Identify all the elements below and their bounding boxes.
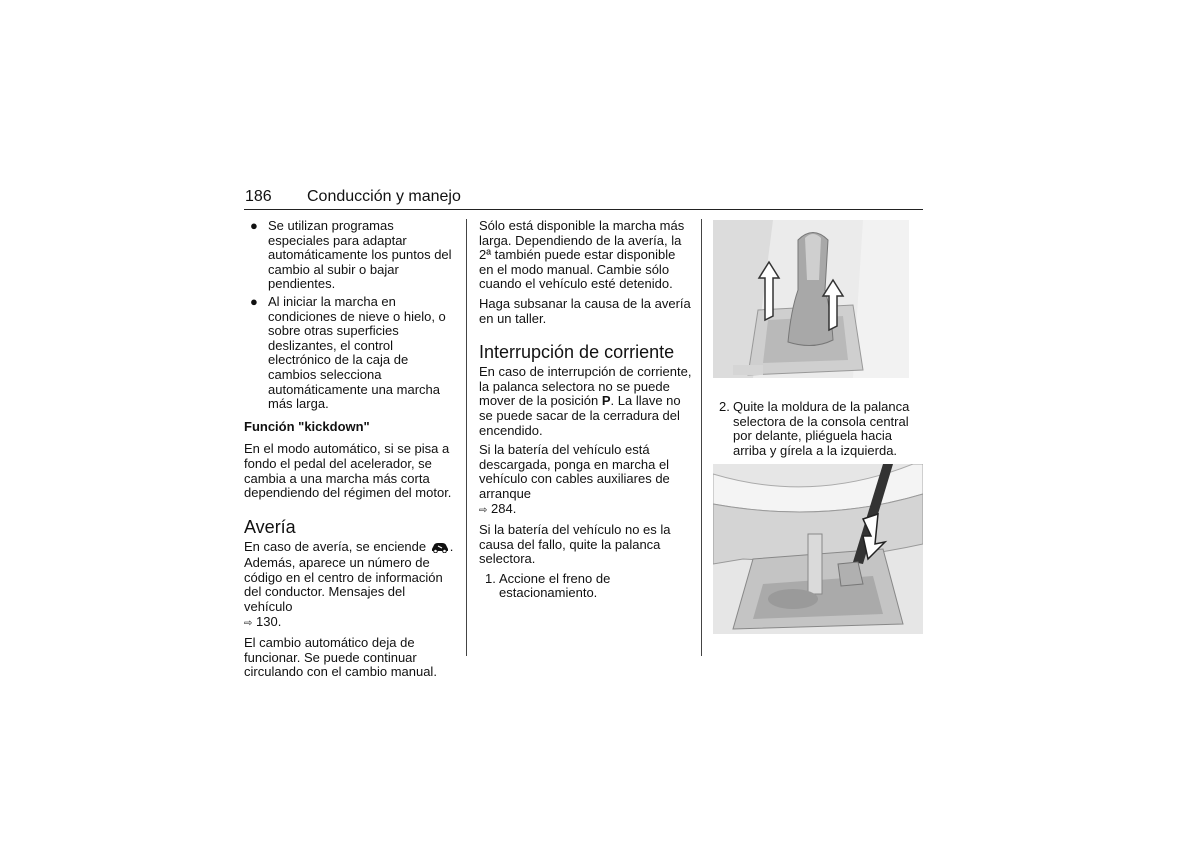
steps-list [479, 572, 693, 601]
interrupcion-heading: Interrupción de corriente [479, 342, 675, 363]
list-item: 1. Accione el freno de estacionamiento. [485, 570, 611, 601]
page-number: 186 [245, 188, 272, 205]
reference-arrow-icon: ⇨ [244, 617, 253, 629]
paragraph: Si la batería del vehículo no es la causa del fallo, quite la palanca selectora. [479, 522, 671, 567]
column-3 [713, 219, 923, 634]
averia-heading: Avería [244, 516, 296, 537]
list-item: ● Al iniciar la marcha en condiciones de nieve o hielo, o sobre otras superficies deslizantes, el control electrónico de la caja de cambios selecciona automáticamente una marcha más larga. [250, 293, 446, 412]
paragraph: Sólo está disponible la marcha más larga. Dependiendo de la avería, la 2ª también puede estar disponible en el modo manual. Cambie sólo cuando el vehículo esté detenido. [479, 218, 685, 292]
column-divider [466, 219, 467, 656]
page-header [244, 188, 923, 210]
page-reference[interactable]: 130. [256, 613, 282, 629]
car-wrench-icon [430, 541, 450, 557]
kickdown-heading: Función "kickdown" [244, 418, 370, 434]
steps-list [713, 400, 923, 458]
bullet-icon: ● [250, 218, 258, 233]
gear-lever-illustration [713, 220, 909, 378]
kickdown-text: En el modo automático, si se pisa a fondo el pedal del acelerador, se cambia a una marcha más corta dependiendo del régimen del motor. [244, 441, 452, 501]
console-trim-illustration [713, 464, 923, 634]
column-1 [244, 219, 457, 685]
gear-position-p: P [601, 393, 611, 409]
column-2 [479, 219, 693, 601]
page-reference[interactable]: 284. [491, 500, 517, 516]
averia-paragraph: En caso de avería, se enciende . Además, aparece un número de código en el centro de información del conductor. Mensajes del vehículo ⇨ 130. [244, 538, 454, 629]
bullet-icon: ● [250, 293, 258, 309]
averia-paragraph-2: El cambio automático deja de funcionar. Se puede continuar circulando con el cambio manual. [244, 635, 437, 680]
paragraph: Si la batería del vehículo está descargada, ponga en marcha el vehículo con cables auxiliares de arranque ⇨ 284. [479, 442, 670, 516]
paragraph: Haga subsanar la causa de la avería en un taller. [479, 295, 691, 326]
bullet-list [244, 219, 457, 412]
list-item: 2. Quite la moldura de la palanca selectora de la consola central por delante, pliéguela hacia arriba y gírela a la izquierda. [719, 399, 910, 458]
reference-arrow-icon: ⇨ [479, 504, 488, 516]
section-title: Conducción y manejo [307, 188, 461, 205]
column-divider [701, 219, 702, 656]
paragraph: En caso de interrupción de corriente, la palanca selectora no se puede mover de la posición P. La llave no se puede sacar de la cerradura del encendido. [479, 364, 692, 438]
list-item: ● Se utilizan programas especiales para adaptar automáticamente los puntos del cambio al subir o bajar pendientes. [250, 218, 452, 292]
